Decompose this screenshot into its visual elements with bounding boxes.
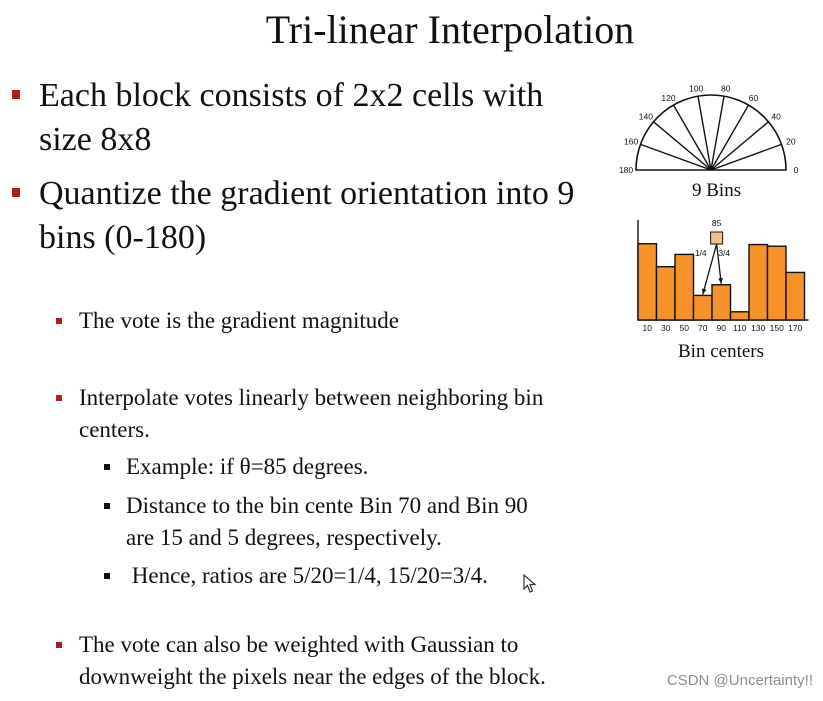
angle-label: 80	[721, 83, 731, 94]
histogram-bar	[712, 285, 731, 320]
bullet-line: Distance to the bin cente Bin 70 and Bin 90	[126, 493, 528, 518]
bullet-marker	[104, 573, 110, 579]
bin-center-label: 90	[716, 323, 726, 333]
mouse-cursor-icon	[523, 574, 537, 594]
bin-center-label: 110	[732, 323, 747, 333]
bullet-line: The vote can also be weighted with Gaussian to	[79, 632, 519, 657]
histogram-bar	[675, 254, 694, 320]
bin-boundary-line	[711, 144, 781, 170]
angle-label: 100	[689, 83, 704, 94]
watermark: CSDN @Uncertainty!!	[666, 672, 813, 689]
bullet-marker	[56, 318, 62, 324]
slide-title: Tri-linear Interpolation	[265, 7, 635, 52]
angle-label: 120	[661, 93, 676, 104]
semicircle-caption: 9 Bins	[692, 180, 742, 201]
bullet-marker	[104, 503, 110, 509]
angle-label: 0	[793, 165, 799, 175]
bin-center-label: 30	[661, 323, 671, 333]
orientation-semicircle	[619, 83, 799, 175]
bullet-line: size 8x8	[39, 121, 152, 158]
left-ratio-label: 1/4	[694, 248, 707, 258]
bin-boundary-line	[654, 122, 711, 170]
vote-angle-label: 85	[711, 218, 722, 228]
vote-marker-square	[711, 232, 723, 244]
bin-center-label: 150	[769, 323, 784, 333]
bullet-marker	[104, 464, 110, 470]
histogram-bar	[786, 272, 805, 320]
bullet-line: Interpolate votes linearly between neighboring bin	[79, 385, 544, 410]
bullet-line: Quantize the gradient orientation into 9	[39, 175, 575, 212]
right-ratio-label: 3/4	[718, 248, 731, 258]
bin-center-label: 50	[679, 323, 689, 333]
histogram-bar	[694, 295, 713, 320]
vote-arrow-left-head	[702, 288, 707, 294]
bullet-line: downweight the pixels near the edges of the block.	[79, 664, 546, 689]
angle-label: 60	[748, 93, 759, 104]
angle-label: 180	[618, 165, 634, 175]
bullet-marker	[56, 642, 62, 648]
bin-histogram	[638, 218, 809, 333]
angle-label: 140	[638, 111, 653, 122]
bullet-line: Hence, ratios are 5/20=1/4, 15/20=3/4.	[126, 563, 488, 588]
semicircle-outline	[636, 95, 786, 170]
bin-center-label: 170	[788, 323, 803, 333]
histogram-bar	[749, 245, 768, 320]
bullet-line: centers.	[79, 417, 150, 442]
histogram-bar	[731, 312, 750, 320]
bin-boundary-line	[711, 122, 768, 170]
histogram-bar	[638, 244, 657, 320]
bin-boundary-line	[641, 144, 711, 170]
histogram-bar	[768, 246, 787, 320]
bullet-line: are 15 and 5 degrees, respectively.	[126, 525, 442, 550]
histogram-caption: Bin centers	[678, 341, 765, 362]
bullet-line: The vote is the gradient magnitude	[79, 308, 399, 333]
angle-label: 160	[624, 136, 639, 147]
bullet-line: bins (0-180)	[39, 219, 207, 256]
bins-figure	[603, 80, 813, 340]
bin-center-label: 130	[751, 323, 766, 333]
histogram-bar	[657, 267, 676, 320]
bullet-marker	[56, 395, 62, 401]
angle-label: 20	[786, 136, 796, 147]
bin-center-label: 10	[642, 323, 652, 333]
bullet-marker	[12, 188, 20, 197]
bin-center-label: 70	[698, 323, 708, 333]
bullet-line: Each block consists of 2x2 cells with	[39, 77, 544, 114]
angle-label: 40	[771, 111, 781, 122]
bullet-marker	[12, 90, 20, 99]
bullet-line: Example: if θ=85 degrees.	[126, 454, 369, 479]
